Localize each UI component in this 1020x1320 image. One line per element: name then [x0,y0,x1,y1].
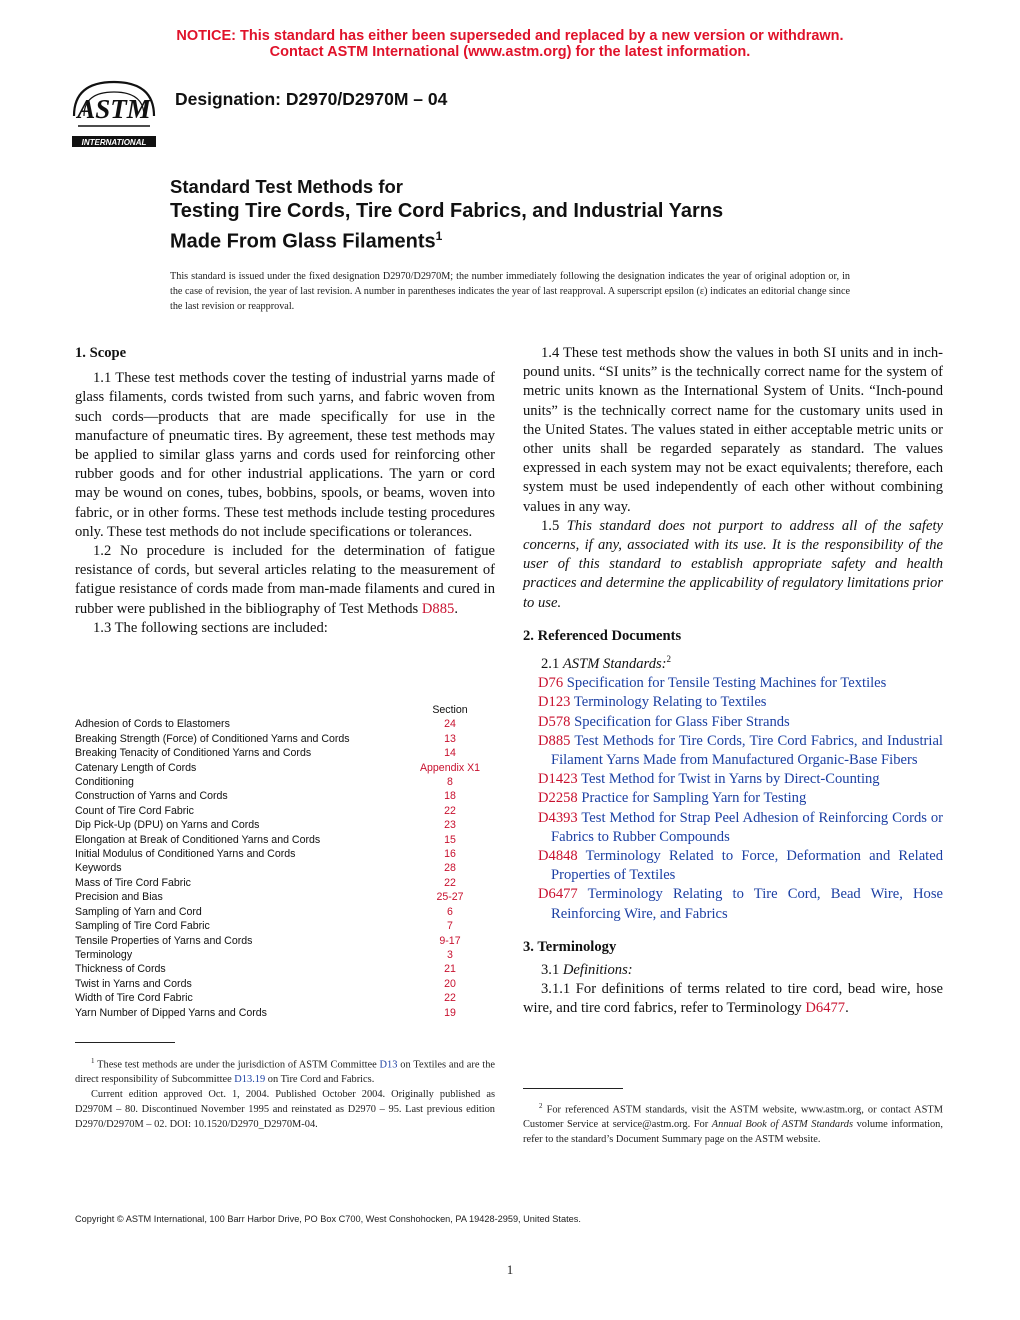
section-link[interactable]: 16 [444,848,456,861]
p15-italic-text: This standard does not purport to address all of the safety concerns, if any, associated with its use. It is the responsibility of the user of this standard to establish appropriate safety and health practices and determine the applicability of regulatory limitations prior to use. [523,517,943,611]
ref-code-link[interactable]: D578 [538,713,571,730]
section-link[interactable]: 22 [444,876,456,889]
ref-code-link[interactable]: D2258 [538,790,578,807]
section-label: Sampling of Yarn and Cord [75,905,202,918]
referenced-document-item [523,693,943,712]
sections-table-row [75,789,495,803]
logo-letters: ASTM [77,94,151,124]
ref-code-link[interactable]: D4848 [538,847,578,864]
section-link[interactable]: 18 [444,790,456,803]
sections-table [75,703,495,1020]
ref-code-link[interactable]: D6477 [538,886,578,903]
referenced-document-item [523,770,943,789]
issued-note: This standard is issued under the fixed designation D2970/D2970M; the number immediately following the designation indicates the year of original adoption or, in the case of revision, the year of last revision. A number in parentheses indicates the year of last reapproval. A superscript epsilon (ε) indicates an editorial change since the last revision or reapproval. [170,271,850,312]
link-d6477[interactable]: D6477 [805,1000,846,1017]
term-sub-italic: Definitions: [562,961,633,978]
ref-code-link[interactable]: D4393 [538,809,578,826]
section-link[interactable]: Appendix X1 [419,761,481,774]
sections-table-row [75,861,495,875]
sections-table-row [75,934,495,948]
sections-table-row [75,804,495,818]
ref-code-link[interactable]: D1423 [538,771,578,788]
ref-title-link[interactable]: Specification for Glass Fiber Strands [574,713,790,730]
scope-p2-end: . [454,600,458,617]
section-link[interactable]: 24 [444,718,456,731]
section-link[interactable]: 3 [447,948,453,961]
section-label: Yarn Number of Dipped Yarns and Cords [75,1006,267,1019]
definitions-subheading [523,961,943,980]
sections-table-header-row [75,703,495,717]
section-label: Breaking Tenacity of Conditioned Yarns and Cords [75,747,312,760]
ref-title-link[interactable]: Terminology Related to Force, Deformation and Related Properties of Textiles [551,847,944,884]
sections-table-header: Section [432,704,468,716]
section-label: Tensile Properties of Yarns and Cords [75,934,253,947]
section-link[interactable]: 7 [447,920,453,933]
ref-sub-italic: ASTM Standards: [562,655,667,672]
ref-title-link[interactable]: Test Methods for Tire Cords, Tire Cord Fabrics, and Industrial Filament Yarns Made from Manufactured Organic-Base Fibers [551,732,943,768]
term-p-text: 3.1.1 For definitions of terms related to tire cord, bead wire, hose wire, and tire cord fabrics, refer to Terminology [523,981,943,1017]
title-line-3-text: Made From Glass Filaments [170,230,436,253]
section-label: Initial Modulus of Conditioned Yarns and Cords [75,848,296,861]
fn2-text-b: volume information, refer to the standard’s Document Summary page on the ASTM website. [523,1119,943,1146]
astm-standards-subheading [523,650,943,674]
ref-sub-number: 2.1 [541,655,563,672]
ref-title-link[interactable]: Specification for Tensile Testing Machines for Textiles [566,675,887,692]
sections-table-row [75,746,495,760]
title-line-2: Testing Tire Cords, Tire Cord Fabrics, and Industrial Yarns [170,200,724,222]
designation: Designation: D2970/D2970M – 04 [175,89,448,109]
link-d885[interactable]: D885 [421,600,455,617]
sections-table-row [75,977,495,991]
footnote-2-mark: 2 [539,1102,543,1110]
document-title [170,175,870,255]
sections-table-row [75,818,495,832]
scope-p2-text: 1.2 No procedure is included for the determination of fatigue resistance of cords, but several articles relating to the measurement of fatigue resistance of cords made from man-made filaments and cured in rubber were published in the bibliography of Test Methods [75,543,495,617]
section-label: Catenary Length of Cords [75,761,197,774]
scope-paragraph-1-5 [523,517,943,613]
sections-table-row [75,833,495,847]
scope-paragraph-1-3: 1.3 The following sections are included: [93,619,328,636]
referenced-documents-heading: 2. Referenced Documents [523,627,682,644]
ref-code-link[interactable]: D76 [538,675,564,692]
astm-logo [66,76,162,152]
fn1-text-c: on Tire Cord and Fabrics. [265,1074,375,1086]
section-link[interactable]: 14 [444,747,456,760]
sections-table-row [75,962,495,976]
referenced-document-item [523,713,943,732]
referenced-documents-list [523,674,943,924]
section-label: Sampling of Tire Cord Fabric [75,920,210,933]
section-link[interactable]: 8 [447,776,453,789]
page-number: 1 [506,1262,514,1277]
scope-heading: 1. Scope [75,345,127,361]
section-link[interactable]: 25-27 [436,891,464,904]
ref-title-link[interactable]: Terminology Relating to Tire Cord, Bead Wire, Hose Reinforcing Wire, and Fabrics [551,886,943,922]
ref-title-link[interactable]: Test Method for Strap Peel Adhesion of Reinforcing Cords or Fabrics to Rubber Compounds [551,809,944,845]
sections-table-row [75,890,495,904]
section-label: Elongation at Break of Conditioned Yarns and Cords [75,833,321,846]
fn2-italic: Annual Book of ASTM Standards [711,1119,854,1131]
section-label: Precision and Bias [75,891,163,904]
footnote-rule-left [75,1042,175,1043]
fn1-text-a: These test methods are under the jurisdiction of ASTM Committee [94,1059,380,1071]
sections-table-row [75,1006,495,1020]
section-label: Mass of Tire Cord Fabric [75,876,191,889]
ref-code-link[interactable]: D885 [538,732,571,749]
footnote-2 [523,1099,943,1147]
sections-table-row [75,876,495,890]
section-link[interactable]: 21 [444,963,456,976]
right-column [523,344,943,1019]
section-link[interactable]: 22 [444,804,456,817]
referenced-document-item [523,789,943,808]
fn1-text-b: on Textiles and are the direct responsibility of Subcommittee [75,1059,495,1086]
sections-table-row [75,847,495,861]
section-link[interactable]: 23 [444,819,456,832]
fn2-text-a: For referenced ASTM standards, visit the ASTM website, www.astm.org, or contact ASTM Customer Service at service@astm.org. For [523,1104,943,1131]
footnote-1-para-2: Current edition approved Oct. 1, 2004. Published October 2004. Originally published as D2970M – 80. Discontinued November 1995 and reinstated as D2970 – 95. Last previous edition D2970/D2970M – 02. DOI: 10.1520/D2970_D2970M-04. [75,1089,495,1131]
link-d13[interactable]: D13 [379,1059,398,1071]
term-p-end: . [845,1000,849,1017]
p15-number: 1.5 [541,517,567,534]
scope-paragraph-1-2 [75,542,495,619]
ref-code-link[interactable]: D123 [538,694,571,711]
section-label: Keywords [75,862,122,875]
terminology-heading: 3. Terminology [523,938,617,955]
section-label: Construction of Yarns and Cords [75,790,228,803]
section-label: Count of Tire Cord Fabric [75,804,194,817]
section-label: Adhesion of Cords to Elastomers [75,718,230,731]
section-link[interactable]: 20 [444,977,456,990]
ref-title-link[interactable]: Terminology Relating to Textiles [573,694,767,711]
section-link[interactable]: 6 [447,905,453,918]
sections-table-row [75,905,495,919]
logo-subtitle: INTERNATIONAL [81,138,147,147]
section-label: Terminology [75,948,133,961]
terminology-paragraph-3-1-1 [523,980,943,1018]
referenced-document-item [523,809,943,847]
footnote-rule-right [523,1088,623,1089]
footnote-1-para-1 [75,1054,495,1087]
sections-table-row [75,732,495,746]
link-d13-19[interactable]: D13.19 [234,1074,266,1086]
section-link[interactable]: 13 [444,732,456,745]
term-sub-number: 3.1 [541,961,563,978]
title-footnote-mark[interactable]: 1 [435,229,443,243]
copyright-line: Copyright © ASTM International, 100 Barr Harbor Drive, PO Box C700, West Conshohocken, PA 19428-2959, United States. [75,1214,581,1224]
section-label: Dip Pick-Up (DPU) on Yarns and Cords [75,819,260,832]
sections-table-row [75,761,495,775]
section-link[interactable]: 19 [444,1006,456,1019]
scope-paragraph-1-4: 1.4 These test methods show the values in both SI units and in inch-pound units. “SI units” is the technically correct name for the system of metric units known as the International System of Units. “Inch-pound units” is the technically correct name for the customary units used in the United States. The values stated in either acceptable metric units or other units shall be regarded separately as standard. The values expressed in each system may not be exact equivalents; therefore, each system must be used independently of each other without combining values in any way. [523,345,943,515]
section-label: Width of Tire Cord Fabric [75,992,193,1005]
notice-line-2: Contact ASTM International (www.astm.org) for the latest information. [269,44,751,60]
section-link[interactable]: 9-17 [439,934,461,947]
title-line-3 [170,224,870,255]
section-label: Thickness of Cords [75,963,166,976]
referenced-document-item [523,847,943,885]
title-line-1: Standard Test Methods for [170,176,403,197]
footnote-1-mark: 1 [91,1057,95,1065]
referenced-document-item [523,674,943,693]
section-link[interactable]: 28 [444,862,456,875]
ref-sub-footnote-mark[interactable]: 2 [666,654,672,665]
section-link[interactable]: 22 [444,992,456,1005]
sections-table-row [75,775,495,789]
sections-table-row [75,948,495,962]
left-column [75,344,495,638]
section-label: Conditioning [75,776,134,789]
footnote-2-para [523,1099,943,1147]
sections-table-row [75,919,495,933]
ref-title-link[interactable]: Practice for Sampling Yarn for Testing [581,790,807,807]
referenced-document-item [523,732,943,770]
withdrawal-notice [0,28,1020,60]
section-link[interactable]: 15 [444,833,456,846]
section-label: Twist in Yarns and Cords [75,977,192,990]
sections-table-row [75,991,495,1005]
section-label: Breaking Strength (Force) of Conditioned Yarns and Cords [75,732,350,745]
ref-title-link[interactable]: Test Method for Twist in Yarns by Direct-Counting [581,771,880,788]
referenced-document-item [523,885,943,923]
scope-paragraph-1-1: 1.1 These test methods cover the testing of industrial yarns made of glass filaments, cords twisted from such yarns, and fabric woven from such cords—products that are made specifically for use in the manufacture of pneumatic tires. By agreement, these test methods may be applied to similar glass yarns and cords used for reinforcing other rubber goods and for other industrial applications. The yarn or cord may be wound on cones, tubes, bobbins, spools, or beams, woven into fabric, or in other forms. These test methods include testing procedures only. These test methods do not include specifications or tolerances. [75,370,495,540]
sections-table-row [75,717,495,731]
notice-line-1: NOTICE: This standard has either been superseded and replaced by a new version or withdrawn. [176,28,844,44]
footnote-1 [75,1054,495,1132]
